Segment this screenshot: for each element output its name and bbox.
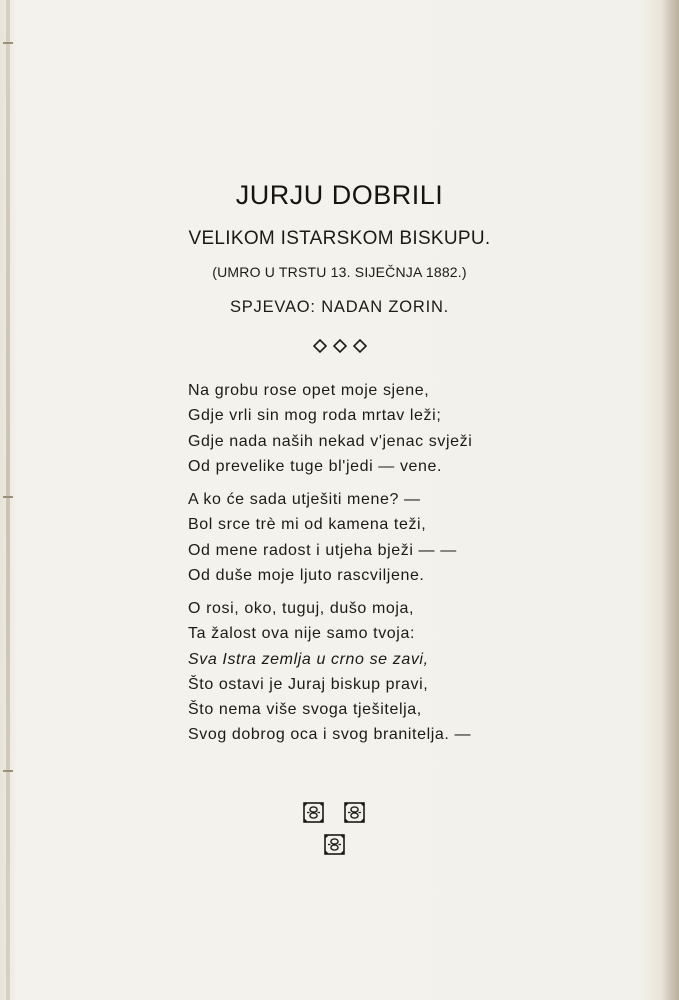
poem-subtitle: VELIKOM ISTARSKOM BISKUPU.	[188, 228, 491, 249]
poem-line-italic: Sva Istra zemlja u crno se zavi,	[188, 650, 429, 668]
poem-line: Od duše moje ljuto rascviljene.	[188, 566, 425, 584]
poem-line: Od prevelike tuge bl'jedi — vene.	[188, 457, 443, 475]
binding-stitch	[3, 42, 13, 44]
poem-line: Gdje vrli sin mog roda mrtav leži;	[188, 407, 442, 425]
binding-stitch	[3, 496, 13, 498]
poem-line: Što ostavi je Juraj biskup pravi,	[188, 675, 429, 693]
poem-line: Ta žalost ova nije samo tvoja:	[188, 625, 415, 643]
stanza-2	[188, 487, 457, 588]
binding-stitch	[3, 770, 13, 772]
author-line: SPJEVAO: NADAN ZORIN.	[229, 298, 450, 316]
poem-line: Od mene radost i utjeha bježi — —	[188, 541, 457, 559]
poem-line: Gdje nada naših nekad v'jenac svježi	[188, 432, 473, 450]
poem-line: Bol srce trè mi od kamena teži,	[188, 516, 427, 534]
poem-line: Na grobu rose opet moje sjene,	[188, 382, 430, 399]
page-shadow-edge	[661, 0, 679, 1000]
poem-line: O rosi, oko, tuguj, dušo moja,	[188, 600, 415, 617]
floral-square-icon	[344, 802, 365, 823]
floral-square-icon	[303, 802, 324, 823]
stanza-3	[188, 596, 471, 748]
date-note: (UMRO U TRSTU 13. SIJEČNJA 1882.)	[212, 264, 467, 280]
floral-square-icon	[324, 834, 345, 855]
page-binding-edge	[6, 0, 10, 1000]
poem-line: Što nema više svoga tješitelja,	[188, 701, 422, 719]
poem-line: A ko će sada utješiti mene? —	[188, 491, 421, 508]
poem-line: Svog dobrog oca i svog branitelja. —	[188, 726, 472, 744]
poem-title: JURJU DOBRILI	[235, 180, 444, 210]
stanza-1	[188, 378, 472, 479]
three-diamonds-icon	[0, 338, 679, 356]
